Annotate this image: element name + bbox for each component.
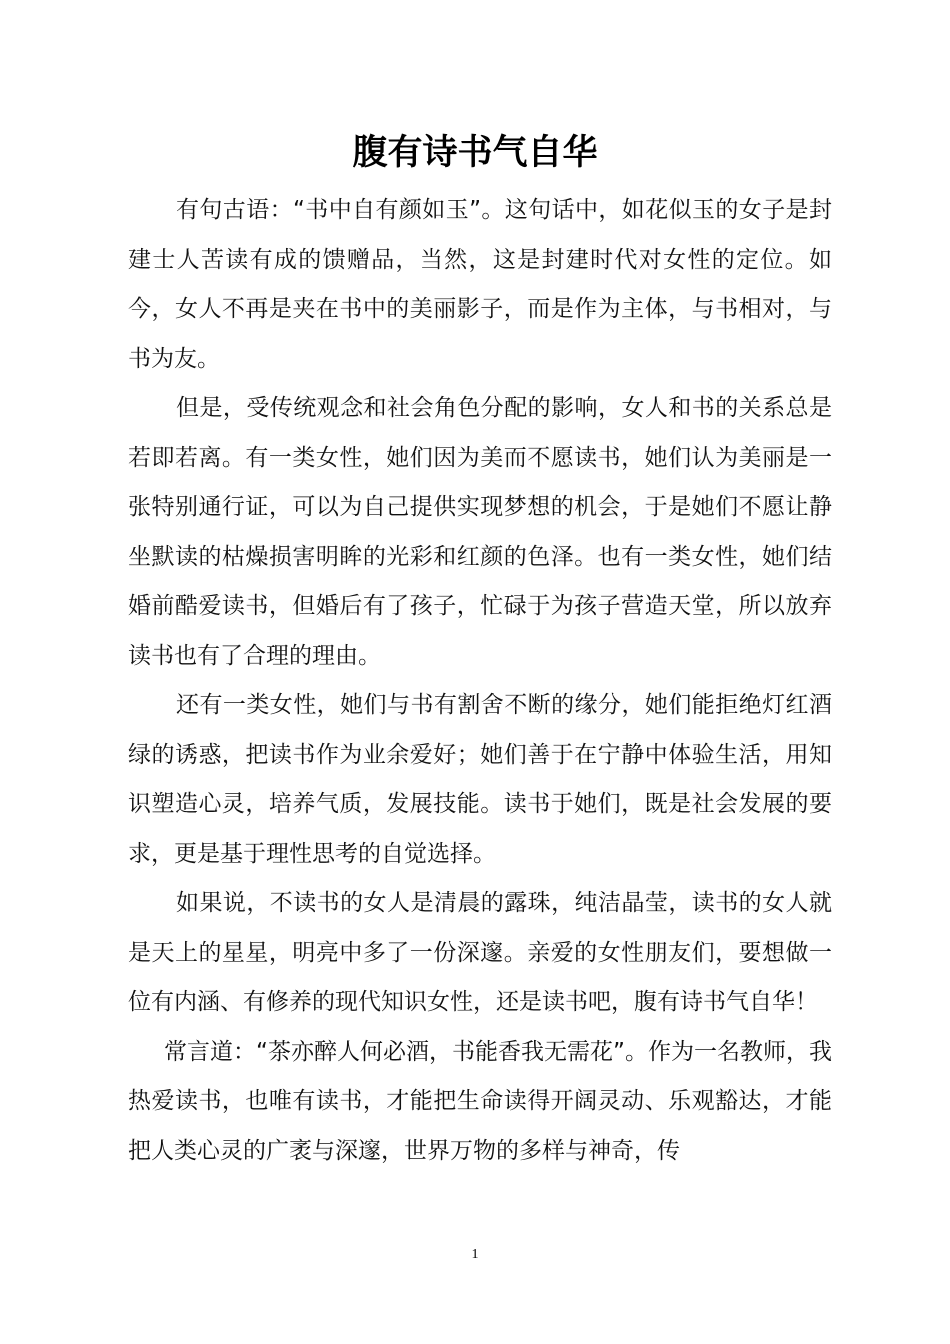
paragraph-2: 但是，受传统观念和社会角色分配的影响，女人和书的关系总是若即若离。有一类女性，她们因为美而不愿读书，她们认为美丽是一张特别通行证，可以为自己提供实现梦想的机会，于是她们不愿让静坐默读的枯燥损害明眸的光彩和红颜的色泽。也有一类女性，她们结婚前酷爱读书，但婚后有了孩子，忙碌于为孩子营造天堂，所以放弃读书也有了合理的理由。 [128, 395, 832, 669]
paragraph-5: 常言道：“茶亦醉人何必酒，书能香我无需花”。作为一名教师，我热爱读书，也唯有读书，才能把生命读得开阔灵动、乐观豁达，才能把人类心灵的广袤与深邃，世界万物的多样与神奇，传 [128, 1038, 832, 1164]
document-title: 腹有诗书气自华 [352, 133, 598, 173]
document-body [128, 186, 832, 1176]
paragraph-3: 还有一类女性，她们与书有割舍不断的缘分，她们能拒绝灯红酒绿的诱惑，把读书作为业余爱好；她们善于在宁静中体验生活，用知识塑造心灵，培养气质，发展技能。读书于她们，既是社会发展的要求，更是基于理性思考的自觉选择。 [128, 692, 832, 867]
paragraph-4: 如果说，不读书的女人是清晨的露珠，纯洁晶莹，读书的女人就是天上的星星，明亮中多了一份深邃。亲爱的女性朋友们，要想做一位有内涵、有修养的现代知识女性，还是读书吧，腹有诗书气自华！ [128, 890, 832, 1015]
page-number: 1 [471, 1247, 479, 1262]
paragraph-1: 有句古语：“书中自有颜如玉”。这句话中，如花似玉的女子是封建士人苦读有成的馈赠品，当然，这是封建时代对女性的定位。如今，女人不再是夹在书中的美丽影子，而是作为主体，与书相对，与书为友。 [128, 197, 832, 372]
